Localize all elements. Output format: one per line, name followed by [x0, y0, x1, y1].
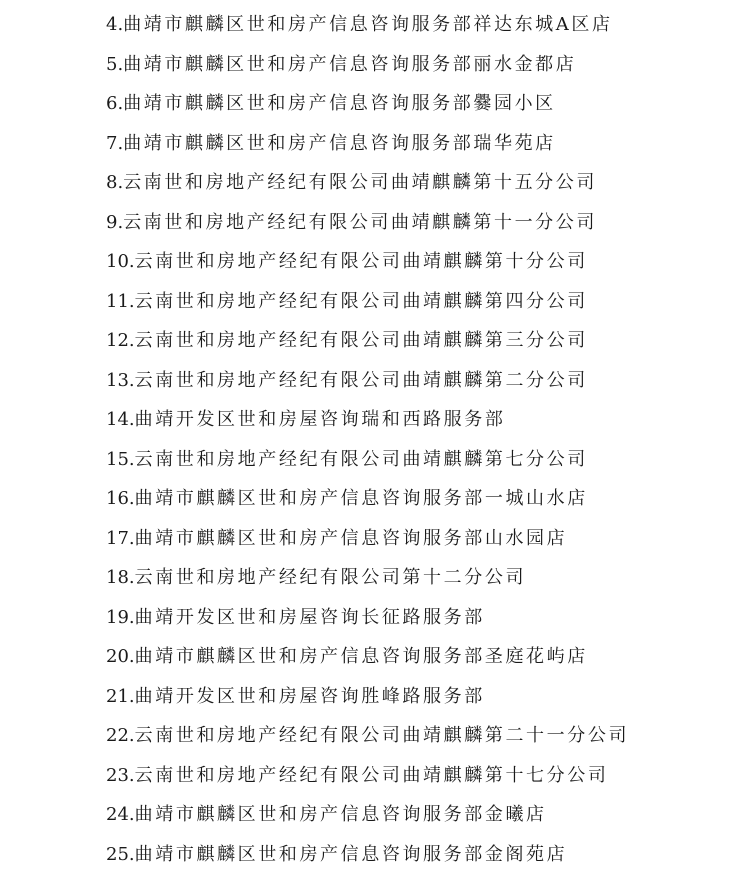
list-item-number: 13.	[106, 369, 135, 391]
list-item	[106, 835, 726, 875]
list-item	[106, 519, 726, 559]
list-item	[106, 282, 726, 322]
list-item-text: 曲靖市麒麟区世和房产信息咨询服务部金阁苑店	[134, 843, 568, 865]
list-item-text: 云南世和房地产经纪有限公司曲靖麒麟第七分公司	[134, 448, 588, 470]
list-item	[106, 795, 726, 835]
list-item-text: 曲靖开发区世和房屋咨询长征路服务部	[134, 606, 485, 628]
list-item-text: 曲靖市麒麟区世和房产信息咨询服务部一城山水店	[134, 488, 588, 509]
list-item	[106, 321, 726, 361]
list-item-number: 11.	[106, 290, 135, 312]
list-item-number: 6.	[106, 93, 124, 114]
list-item	[106, 677, 726, 717]
list-item-text: 云南世和房地产经纪有限公司曲靖麒麟第十五分公司	[123, 172, 597, 193]
list-item-text: 云南世和房地产经纪有限公司曲靖麒麟第十七分公司	[134, 764, 609, 786]
list-item-text: 曲靖市麒麟区世和房产信息咨询服务部山水园店	[134, 527, 568, 549]
list-item-text: 云南世和房地产经纪有限公司曲靖麒麟第二十一分公司	[134, 725, 630, 746]
list-item	[106, 361, 726, 401]
list-item-number: 15.	[106, 448, 135, 470]
list-item-text: 曲靖市麒麟区世和房产信息咨询服务部祥达东城A区店	[123, 14, 613, 35]
list-item-number: 9.	[106, 211, 124, 233]
list-item-number: 18.	[106, 567, 135, 588]
list-item-text: 云南世和房地产经纪有限公司第十二分公司	[134, 567, 527, 588]
list-item-text: 云南世和房地产经纪有限公司曲靖麒麟第四分公司	[134, 290, 588, 312]
list-item	[106, 716, 726, 756]
list-item-number: 14.	[106, 409, 135, 430]
list-item	[106, 440, 726, 480]
list-item-text: 云南世和房地产经纪有限公司曲靖麒麟第三分公司	[134, 330, 588, 351]
list-item-number: 4.	[106, 14, 124, 35]
list-item	[106, 558, 726, 598]
numbered-list	[106, 5, 726, 874]
list-item	[106, 163, 726, 203]
list-item-number: 10.	[106, 251, 135, 272]
list-item-text: 曲靖开发区世和房屋咨询胜峰路服务部	[134, 685, 485, 707]
list-item-number: 20.	[106, 646, 135, 667]
list-item-number: 8.	[106, 172, 124, 193]
list-item	[106, 400, 726, 440]
list-item-text: 曲靖市麒麟区世和房产信息咨询服务部圣庭花屿店	[134, 646, 588, 667]
list-item-number: 12.	[106, 330, 135, 351]
list-item-number: 17.	[106, 527, 135, 549]
list-item	[106, 756, 726, 796]
list-item-number: 24.	[106, 804, 135, 825]
list-item	[106, 637, 726, 677]
list-item	[106, 45, 726, 85]
list-item-number: 7.	[106, 132, 124, 154]
list-item-text: 曲靖开发区世和房屋咨询瑞和西路服务部	[134, 409, 506, 430]
list-item-number: 16.	[106, 488, 135, 509]
list-item-text: 云南世和房地产经纪有限公司曲靖麒麟第十一分公司	[123, 211, 597, 233]
list-item-text: 云南世和房地产经纪有限公司曲靖麒麟第二分公司	[134, 369, 588, 391]
list-item-number: 5.	[106, 53, 124, 75]
list-item-number: 23.	[106, 764, 135, 786]
document-page	[106, 5, 726, 874]
list-item	[106, 124, 726, 164]
list-item-text: 曲靖市麒麟区世和房产信息咨询服务部爨园小区	[123, 93, 556, 114]
list-item	[106, 598, 726, 638]
list-item-text: 曲靖市麒麟区世和房产信息咨询服务部金曦店	[134, 804, 547, 825]
list-item	[106, 242, 726, 282]
list-item-number: 22.	[106, 725, 135, 746]
list-item	[106, 203, 726, 243]
list-item-text: 曲靖市麒麟区世和房产信息咨询服务部瑞华苑店	[123, 132, 556, 154]
list-item-number: 25.	[106, 843, 135, 865]
list-item	[106, 5, 726, 45]
list-item-number: 21.	[106, 685, 135, 707]
list-item	[106, 84, 726, 124]
list-item-number: 19.	[106, 606, 135, 628]
list-item-text: 云南世和房地产经纪有限公司曲靖麒麟第十分公司	[134, 251, 588, 272]
list-item	[106, 479, 726, 519]
list-item-text: 曲靖市麒麟区世和房产信息咨询服务部丽水金都店	[123, 53, 577, 75]
